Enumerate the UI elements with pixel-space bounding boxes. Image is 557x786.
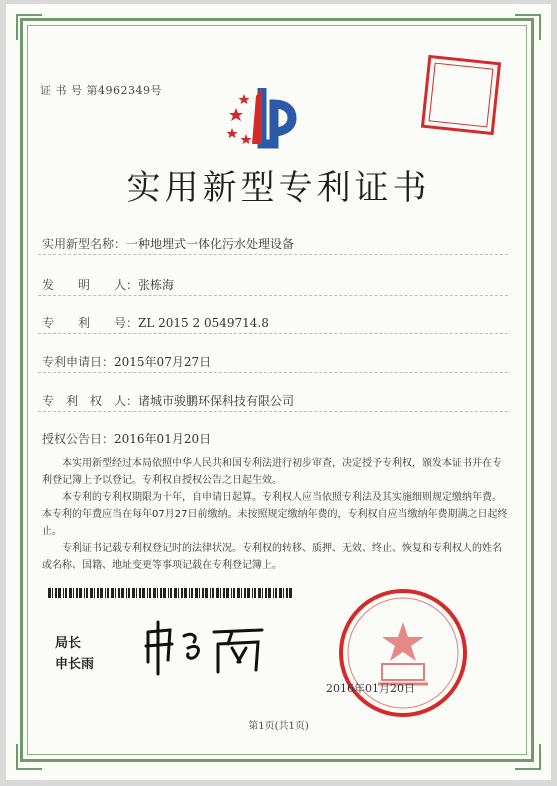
barcode-bar: [168, 588, 169, 598]
certificate-title: 实用新型专利证书: [126, 168, 431, 208]
divider: [38, 295, 508, 296]
barcode-bar: [181, 588, 183, 598]
barcode-bar: [86, 588, 88, 598]
barcode-bar: [94, 588, 95, 598]
barcode-bar: [121, 588, 124, 598]
barcode-bar: [111, 588, 114, 598]
barcode-bar: [231, 588, 232, 598]
barcode-bar: [283, 588, 284, 598]
barcode-bar: [170, 588, 172, 598]
field-patent-number: 专 利 号：ZL 2015 2 0549714.8: [42, 316, 269, 330]
barcode-bar: [48, 588, 51, 598]
barcode-bar: [100, 588, 103, 598]
director-title: 局长: [55, 636, 82, 651]
barcode-bar: [115, 588, 116, 598]
barcode-bar: [247, 588, 250, 598]
barcode-bar: [258, 588, 261, 598]
barcode-bar: [241, 588, 242, 598]
field-patentee: 专 利 权 人：诸城市骏鹏环保科技有限公司: [42, 394, 295, 408]
barcode-bar: [163, 588, 166, 598]
body-paragraph: 本专利的专利权期限为十年，自申请日起算。专利权人应当依照专利法及其实施细则规定缴纳年费。本专利的年费应当在每年07月27日前缴纳。未按照规定缴纳年费的，专利权自应当缴纳年费期满之日起终止。: [42, 492, 508, 537]
barcode-bar: [73, 588, 74, 598]
field-utility-name: 实用新型名称：一种地埋式一体化污水处理设备: [42, 237, 295, 251]
barcode-bar: [262, 588, 263, 598]
barcode-bar: [126, 588, 127, 598]
body-paragraph: 专利证书记载专利权登记时的法律状况。专利权的转移、质押、无效、终止、恢复和专利权人的姓名或名称、国籍、地址变更等事项记载在专利登记簿上。: [42, 543, 502, 571]
barcode-bar: [212, 588, 214, 598]
barcode-bar: [52, 588, 53, 598]
barcode-bar: [58, 588, 61, 598]
divider: [38, 411, 508, 412]
barcode-bar: [237, 588, 240, 598]
barcode-bar: [107, 588, 109, 598]
barcode-bar: [128, 588, 130, 598]
director-signature: [140, 618, 270, 678]
barcode-bar: [191, 588, 193, 598]
barcode-bar: [199, 588, 200, 598]
body-paragraph: 本实用新型经过本局依照中华人民共和国专利法进行初步审查，决定授予专利权，颁发本证书并在专利登记簿上予以登记。专利权自授权公告之日起生效。: [42, 458, 502, 486]
barcode-bar: [84, 588, 85, 598]
barcode-bar: [252, 588, 253, 598]
barcode-bar: [65, 588, 67, 598]
barcode-bar: [142, 588, 145, 598]
frame-corner: [515, 14, 541, 40]
barcode-bar: [223, 588, 225, 598]
barcode-bar: [205, 588, 208, 598]
divider: [38, 254, 508, 255]
barcode-bar: [105, 588, 106, 598]
seal-date: 2016年01月20日: [326, 682, 415, 695]
barcode-bar: [202, 588, 204, 598]
barcode-bar: [233, 588, 235, 598]
barcode-bar: [189, 588, 190, 598]
barcode-bar: [254, 588, 256, 598]
frame-corner: [515, 744, 541, 770]
barcode-bar: [149, 588, 151, 598]
barcode-bar: [268, 588, 271, 598]
divider: [38, 372, 508, 373]
barcode-bar: [69, 588, 72, 598]
patent-office-logo: [222, 82, 306, 154]
certificate-number: 证 书 号 第4962349号: [40, 84, 162, 97]
field-application-date: 专利申请日：2015年07月27日: [42, 355, 212, 369]
barcode-bar: [132, 588, 135, 598]
barcode-bar: [273, 588, 274, 598]
stamp-duty-seal: [416, 50, 506, 140]
barcode-bar: [275, 588, 277, 598]
barcode-bar: [286, 588, 288, 598]
frame-corner: [16, 14, 42, 40]
barcode-bar: [118, 588, 120, 598]
barcode-bar: [76, 588, 78, 598]
barcode-bar: [157, 588, 158, 598]
barcode-bar: [139, 588, 141, 598]
barcode-bar: [63, 588, 64, 598]
barcode-bar: [220, 588, 221, 598]
director-name: 申长雨: [55, 657, 95, 672]
barcode-bar: [279, 588, 282, 598]
barcode-bar: [160, 588, 162, 598]
barcode-bar: [178, 588, 179, 598]
divider: [38, 333, 508, 334]
barcode-bar: [147, 588, 148, 598]
national-ipa-seal: [318, 588, 488, 718]
page-number: 第1页(共1页): [248, 721, 309, 732]
barcode-bar: [289, 588, 292, 598]
barcode: [48, 588, 293, 598]
barcode-bar: [265, 588, 267, 598]
barcode-bar: [195, 588, 198, 598]
barcode-bar: [174, 588, 177, 598]
barcode-bar: [153, 588, 156, 598]
barcode-bar: [184, 588, 187, 598]
barcode-bar: [226, 588, 229, 598]
field-inventor: 发 明 人：张栋海: [42, 278, 175, 292]
barcode-bar: [97, 588, 99, 598]
field-grant-date: 授权公告日：2016年01月20日: [42, 432, 212, 446]
barcode-bar: [79, 588, 82, 598]
barcode-bar: [210, 588, 211, 598]
barcode-bar: [216, 588, 219, 598]
frame-corner: [16, 744, 42, 770]
certificate-body: [42, 455, 510, 574]
barcode-bar: [55, 588, 57, 598]
barcode-bar: [244, 588, 246, 598]
barcode-bar: [136, 588, 137, 598]
barcode-bar: [90, 588, 93, 598]
